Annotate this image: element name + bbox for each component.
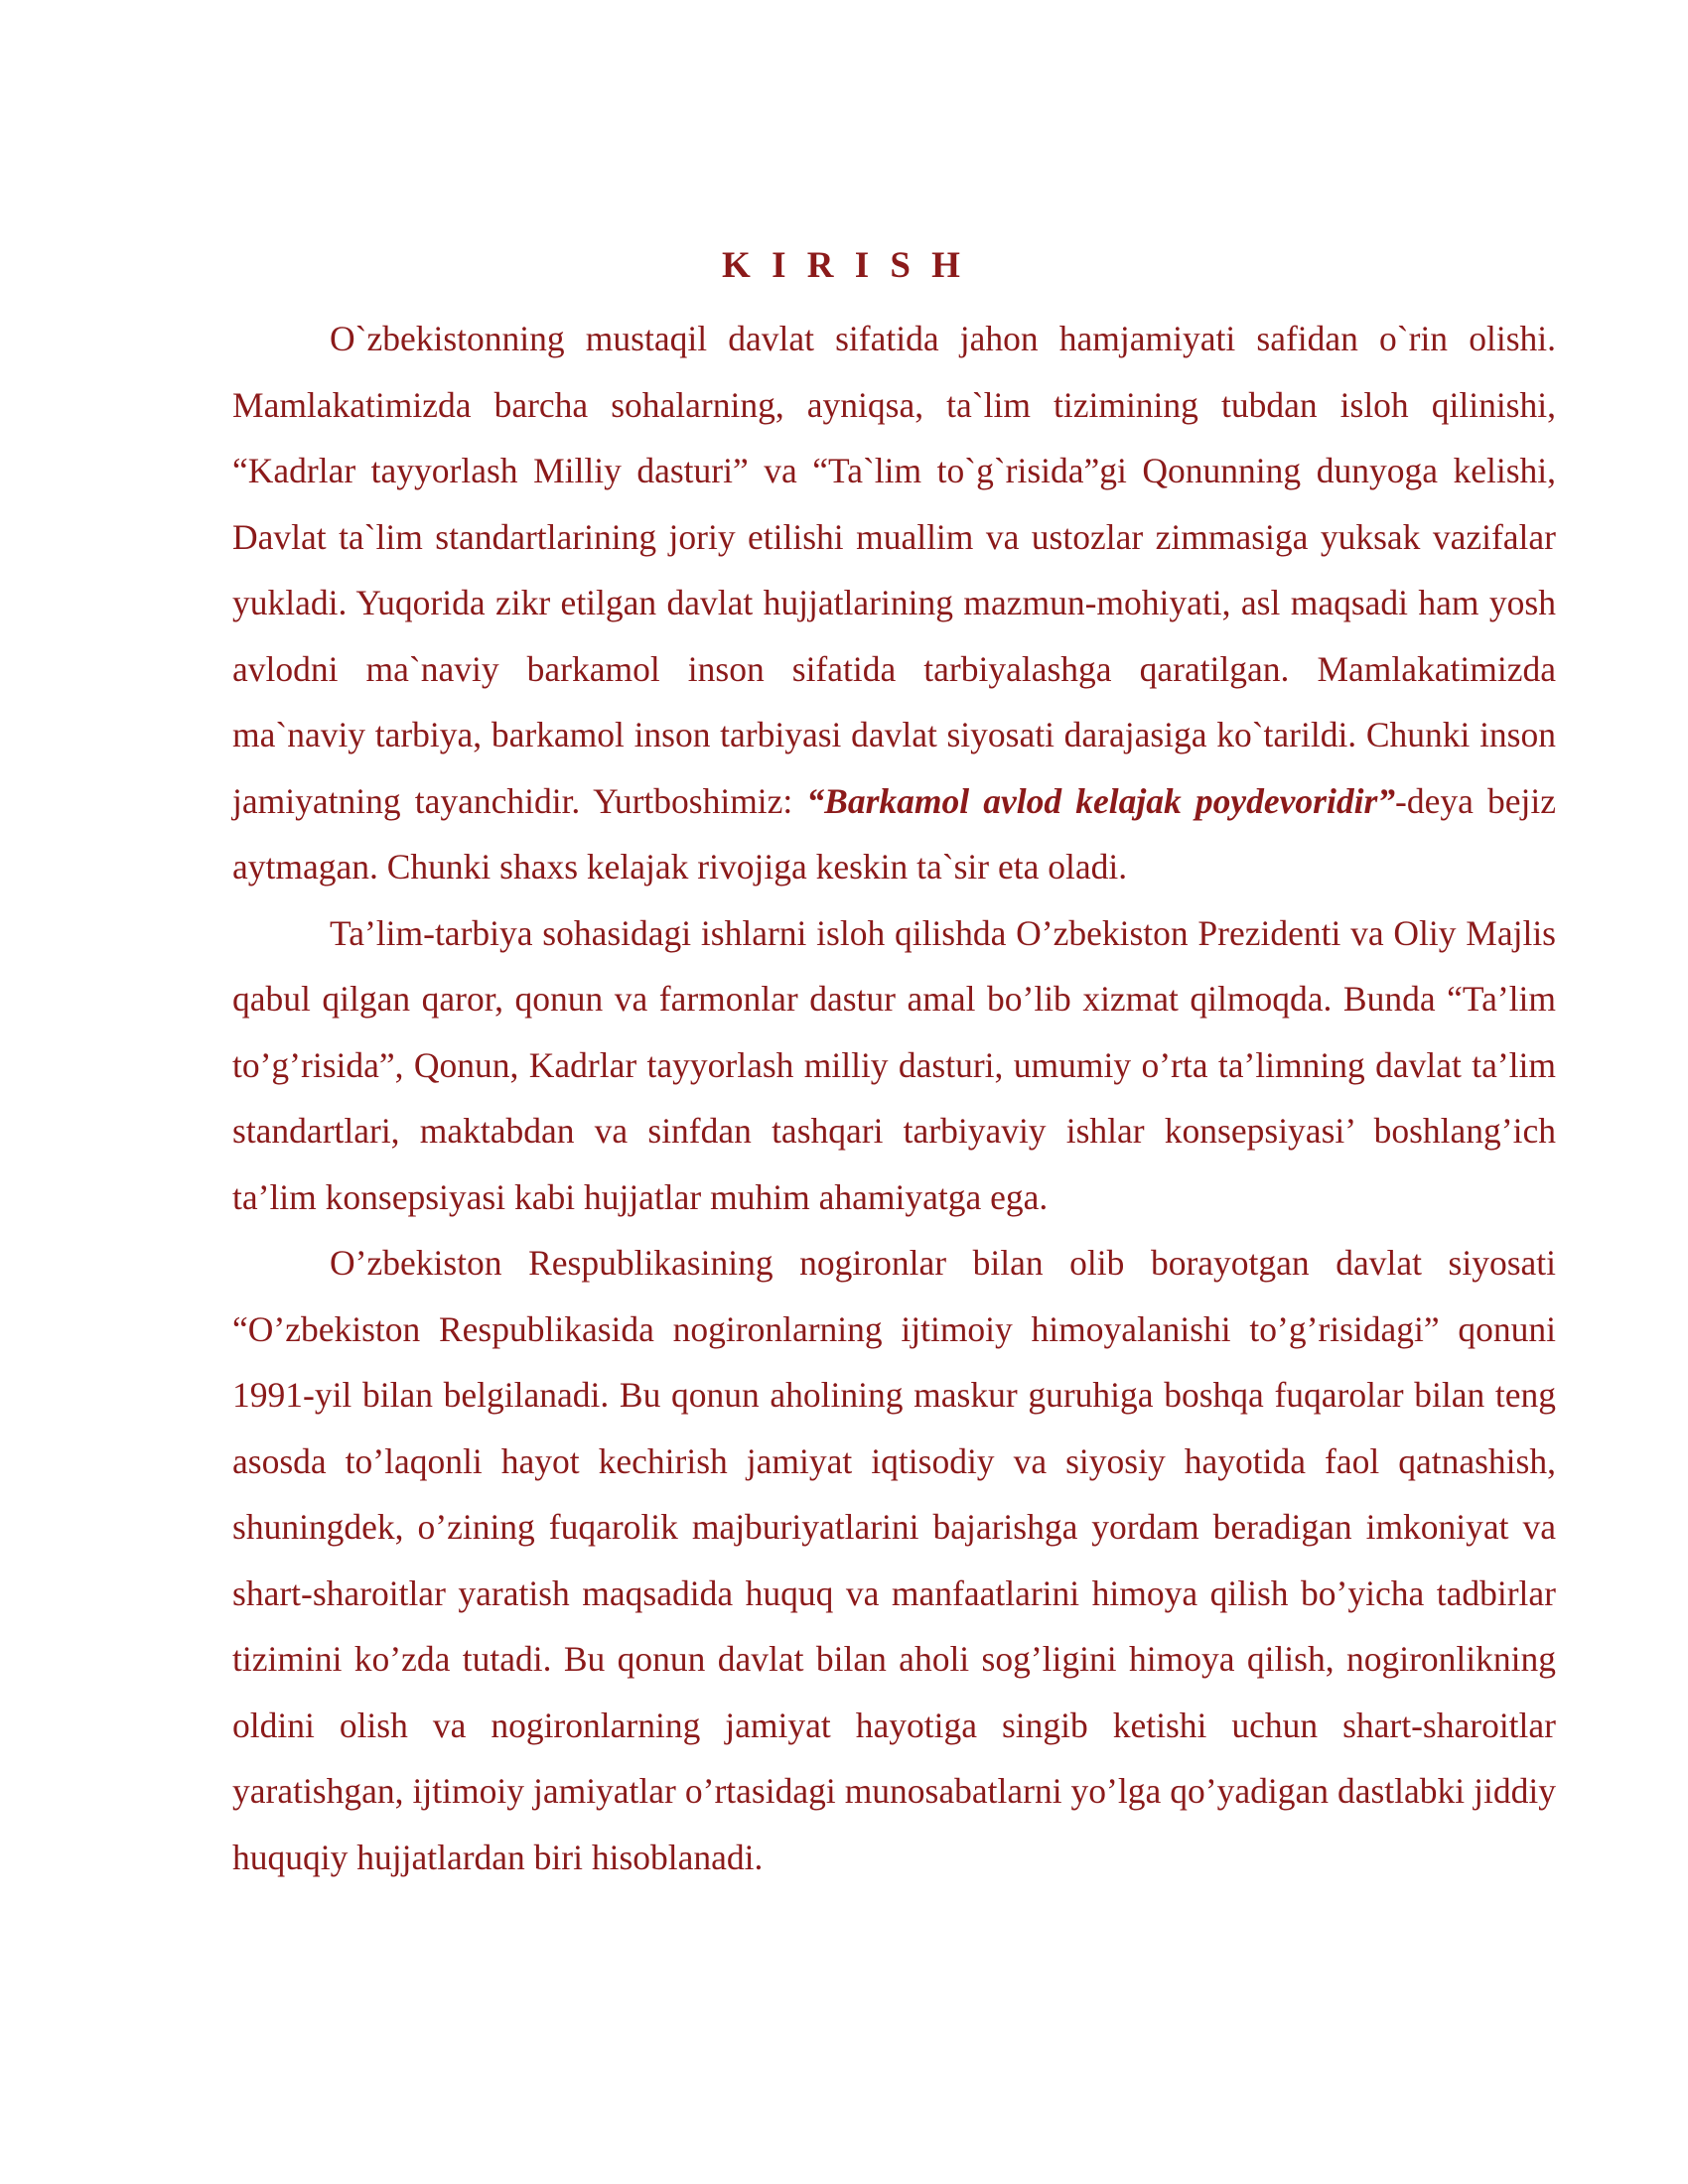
- paragraph-education-reform: Ta’lim-tarbiya sohasidagi ishlarni isloh qilishda O’zbekiston Prezidenti va Oliy Majlis qabul qilgan qaror, qonun va farmonlar dastur amal bo’lib xizmat qilmoqda. Bunda “Ta’lim to’g’risida”, Qonun, Kadrlar tayyorlash milliy dasturi, umumiy o’rta ta’limning davlat ta’lim standartlari, maktabdan va sinfdan tashqari tarbiyaviy ishlar konsepsiyasi’ boshlang’ich ta’lim konsepsiyasi kabi hujjatlar muhim ahamiyatga ega.: [232, 912, 1556, 1217]
- president-quote: “Barkamol avlod kelajak poydevoridir”: [806, 780, 1396, 821]
- paragraph-disability-policy: O’zbekiston Respublikasining nogironlar bilan olib borayotgan davlat siyosati “O’zbekiston Respublikasida nogironlarning ijtimoiy himoyalanishi to’g’risidagi” qonuni 1991-yil bilan belgilanadi. Bu qonun aholining maskur guruhiga boshqa fuqarolar bilan teng asosda to’laqonli hayot kechirish jamiyat iqtisodiy va siyosiy hayotida faol qatnashish, shuningdek, o’zining fuqarolik majburiyatlarini bajarishga yordam beradigan imkoniyat va shart-sharoitlar yaratish maqsadida huquq va manfaatlarini himoya qilish bo’yicha tadbirlar tizimini ko’zda tutadi. Bu qonun davlat bilan aholi sog’ligini himoya qilish, nogironlikning oldini olish va nogironlarning jamiyat hayotiga singib ketishi uchun shart-sharoitlar yaratishgan, ijtimoiy jamiyatlar o’rtasidagi munosabatlarni yo’lga qo’yadigan dastlabki jiddiy huquqiy hujjatlardan biri hisoblanadi.: [232, 1243, 1556, 1877]
- paragraph-introduction: [232, 306, 1556, 900]
- paragraph-text: -deya bejiz aytmagan. Chunki shaxs kelajak rivojiga keskin ta`sir eta oladi.: [232, 780, 1556, 887]
- page-title: K I R I S H: [722, 245, 966, 286]
- document-body: [232, 306, 1556, 1890]
- paragraph-text: O`zbekistonning mustaqil davlat sifatida jahon hamjamiyati safidan o`rin olishi. Mamlakatimizda barcha sohalarning, ayniqsa, ta`lim tizimining tubdan isloh qilinishi, “Kadrlar tayyorlash Milliy dasturi” va “Ta`lim to`g`risida”gi Qonunning dunyoga kelishi, Davlat ta`lim standartlarining joriy etilishi muallim va ustozlar zimmasiga yuksak vazifalar yukladi. Yuqorida zikr etilgan davlat hujjatlarining mazmun-mohiyati, asl maqsadi ham yosh avlodni ma`naviy barkamol inson sifatida tarbiyalashga qaratilgan. Mamlakatimizda ma`naviy tarbiya, barkamol inson tarbiyasi davlat siyosati darajasiga ko`tarildi. Chunki inson jamiyatning tayanchidir. Yurtboshimiz:: [232, 319, 1556, 821]
